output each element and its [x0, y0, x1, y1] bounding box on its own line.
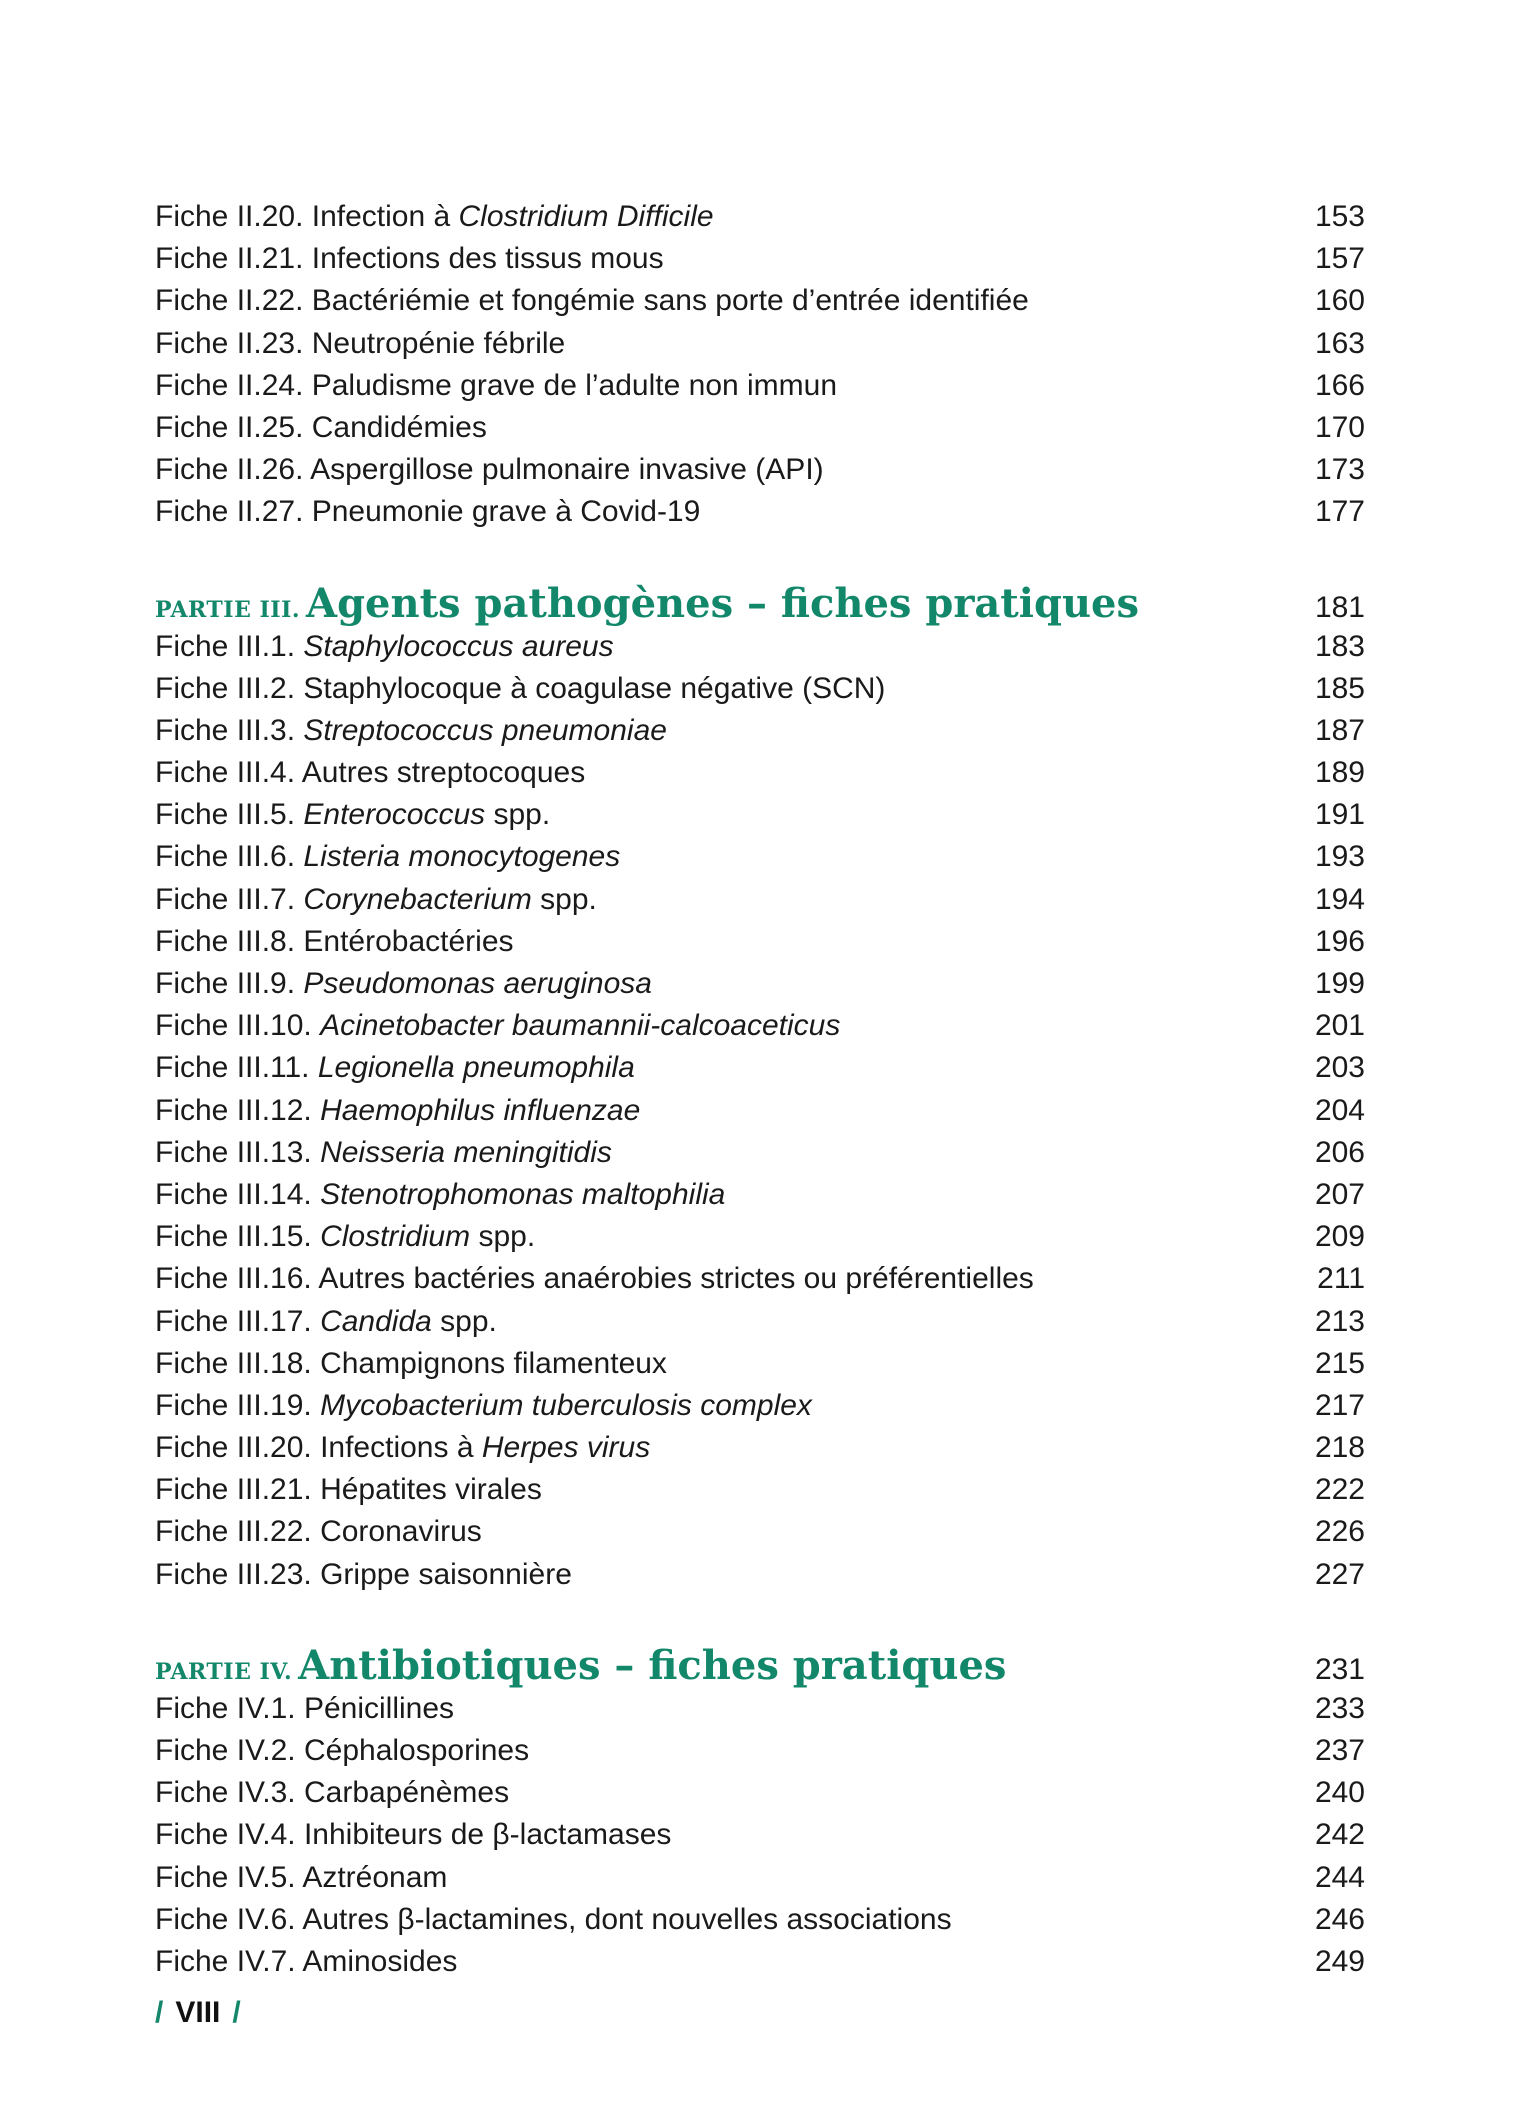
entry-title [155, 1385, 812, 1427]
entry-title [155, 1301, 497, 1343]
entry-title-text: Fiche III.1. [155, 629, 304, 663]
entry-title-text: Fiche III.9. [155, 967, 304, 1000]
page-number: 170 [1314, 410, 1365, 444]
page-number: 218 [1314, 1431, 1365, 1465]
part-title: Agents pathogènes – fiches pratiques [306, 579, 1139, 627]
entry-title [155, 1005, 840, 1047]
page-number: 231 [1314, 1652, 1365, 1686]
toc-entry[interactable] [155, 491, 1365, 533]
page-number: 166 [1314, 368, 1365, 402]
section-gap [155, 1596, 1365, 1643]
entry-title-italic: Acinetobacter baumannii-calcoaceticus [320, 1009, 841, 1043]
entry-title-text: Fiche IV.3. Carbapénèmes [155, 1776, 510, 1810]
entry-title-text: Fiche II.23. Neutropénie fébrile [155, 326, 566, 360]
entries-part-iii [155, 626, 1365, 1596]
page-number: 177 [1314, 495, 1365, 529]
entry-title-text: Fiche IV.2. Céphalosporines [155, 1734, 530, 1767]
entry-title [155, 1772, 509, 1814]
entry-title-italic: Stenotrophomonas maltophilia [320, 1177, 726, 1211]
entry-title-italic: Candida [320, 1304, 432, 1338]
entry-title-text: Fiche III.19. [155, 1388, 321, 1422]
entry-title-text: Fiche III.10. [155, 1009, 321, 1043]
entry-title-text: Fiche III.17. [155, 1304, 321, 1338]
part-iv-heading[interactable] [155, 1643, 1365, 1688]
entry-title [155, 1814, 671, 1856]
toc-entry[interactable] [155, 1301, 1365, 1343]
entry-title [155, 710, 667, 752]
page-number: 196 [1314, 924, 1365, 958]
entry-title-italic: Listeria monocytogenes [303, 840, 621, 874]
page-number: 222 [1314, 1473, 1365, 1507]
entry-title-text: Fiche IV.6. Autres β-lactamines, dont nouvelles associations [155, 1902, 952, 1936]
entry-title [155, 879, 597, 921]
page-number: 209 [1314, 1220, 1365, 1254]
entry-title [155, 1899, 952, 1941]
toc-entry[interactable] [155, 365, 1365, 407]
folio-slash-right: / [232, 1996, 241, 2029]
toc-entry[interactable] [155, 280, 1365, 322]
entry-title-text: Fiche II.20. Infection à [155, 200, 459, 233]
entry-title-text: Fiche III.20. Infections à [155, 1431, 482, 1465]
entry-title-italic: Haemophilus influenzae [320, 1093, 641, 1127]
entry-title-text: Fiche III.14. [155, 1177, 321, 1211]
page-number: 213 [1314, 1304, 1365, 1338]
toc-entry[interactable] [155, 1772, 1365, 1814]
entry-title-text: spp. [431, 1304, 497, 1338]
entry-title-text: Fiche IV.5. Aztréonam [155, 1860, 448, 1894]
entry-title [155, 1857, 447, 1899]
toc-entry[interactable] [155, 196, 1365, 238]
entry-title [155, 836, 620, 878]
toc-entry[interactable] [155, 794, 1365, 836]
toc-entry[interactable] [155, 1005, 1365, 1047]
page-number: 246 [1314, 1902, 1365, 1936]
entry-title-text: Fiche IV.7. Aminosides [155, 1944, 458, 1978]
page-number: 244 [1314, 1860, 1365, 1894]
entry-title [155, 1554, 572, 1596]
entry-title [155, 365, 837, 407]
toc-entry[interactable] [155, 1511, 1365, 1553]
page-number: 194 [1314, 882, 1365, 916]
entry-title-italic: Neisseria meningitidis [320, 1135, 612, 1169]
table-of-contents [155, 196, 1365, 1983]
toc-entry[interactable] [155, 1469, 1365, 1511]
entry-title [155, 491, 700, 533]
entries-part-ii-continued [155, 196, 1365, 534]
entry-title-text: Fiche III.12. [155, 1093, 321, 1127]
entry-title-text: spp. [470, 1220, 536, 1254]
toc-entry[interactable] [155, 1554, 1365, 1596]
page-number: 204 [1314, 1093, 1365, 1127]
toc-entry[interactable] [155, 710, 1365, 752]
page-number: 189 [1314, 756, 1365, 790]
toc-entry[interactable] [155, 1857, 1365, 1899]
entry-title [155, 626, 614, 668]
page-number: 240 [1314, 1776, 1365, 1810]
entry-title-text: Fiche II.25. Candidémies [155, 410, 487, 444]
entry-title [155, 1469, 542, 1511]
entry-title [155, 794, 550, 836]
entry-title [155, 1132, 612, 1174]
entry-title [155, 323, 565, 365]
page-number: 201 [1314, 1009, 1365, 1043]
entry-title [155, 1730, 529, 1772]
toc-entry[interactable] [155, 921, 1365, 963]
entry-title [155, 1343, 667, 1385]
entry-title-text: Fiche III.3. [155, 713, 304, 747]
toc-entry[interactable] [155, 1132, 1365, 1174]
toc-entry[interactable] [155, 1814, 1365, 1856]
entry-title-italic: Pseudomonas aeruginosa [303, 967, 652, 1000]
entry-title [155, 1688, 454, 1730]
page-number: 183 [1314, 629, 1365, 663]
page-number: 153 [1314, 200, 1365, 233]
entry-title-text: Fiche III.2. Staphylocoque à coagulase négative (SCN) [155, 671, 886, 705]
entry-title [155, 1427, 650, 1469]
part-title: Antibiotiques – fiches pratiques [298, 1641, 1007, 1689]
page-number: 233 [1314, 1691, 1365, 1725]
page-number: 203 [1314, 1051, 1365, 1085]
folio-number: VIII [175, 1996, 221, 2029]
entry-title [155, 1174, 725, 1216]
entry-title-text: Fiche II.24. Paludisme grave de l’adulte non immun [155, 368, 838, 402]
toc-entry[interactable] [155, 1174, 1365, 1216]
toc-entry[interactable] [155, 752, 1365, 794]
toc-entry[interactable] [155, 1941, 1365, 1983]
toc-entry[interactable] [155, 407, 1365, 449]
entry-title-text: Fiche III.6. [155, 840, 304, 874]
entry-title-italic: Streptococcus pneumoniae [303, 713, 667, 747]
entry-title-text: Fiche III.8. Entérobactéries [155, 924, 514, 958]
entry-title [155, 1047, 635, 1089]
page-number: 226 [1314, 1515, 1365, 1549]
entries-part-iv [155, 1688, 1365, 1983]
entry-title-text: Fiche IV.4. Inhibiteurs de β-lactamases [155, 1818, 672, 1852]
entry-title-text: Fiche III.13. [155, 1135, 321, 1169]
toc-entry[interactable] [155, 836, 1365, 878]
toc-entry[interactable] [155, 1730, 1365, 1772]
entry-title [155, 238, 664, 280]
entry-title-text: Fiche III.21. Hépatites virales [155, 1473, 542, 1507]
entry-title [155, 1941, 457, 1983]
page-number: 207 [1314, 1177, 1365, 1211]
part-prefix: PARTIE IV. [155, 1658, 293, 1685]
page-number: 217 [1314, 1388, 1365, 1422]
entry-title-italic: Legionella pneumophila [317, 1051, 635, 1085]
entry-title [155, 407, 487, 449]
entry-title-text: spp. [531, 882, 597, 916]
page-number: 157 [1314, 242, 1365, 276]
entry-title-text: Fiche IV.1. Pénicillines [155, 1691, 455, 1725]
entry-title-text: Fiche III.5. [155, 798, 304, 832]
toc-entry[interactable] [155, 449, 1365, 491]
part-iii-heading[interactable] [155, 581, 1365, 626]
page-number: 173 [1314, 453, 1365, 487]
toc-entry[interactable] [155, 1090, 1365, 1132]
toc-entry[interactable] [155, 1258, 1365, 1300]
page-number: 227 [1314, 1557, 1365, 1591]
toc-entry[interactable] [155, 1427, 1365, 1469]
page-number: 191 [1314, 798, 1365, 832]
page-number: 160 [1314, 284, 1365, 318]
entry-title-text: Fiche III.23. Grippe saisonnière [155, 1557, 572, 1591]
entry-title [155, 1216, 535, 1258]
page-number: 206 [1314, 1135, 1365, 1169]
toc-entry[interactable] [155, 1343, 1365, 1385]
page-number: 163 [1314, 326, 1365, 360]
entry-title-italic: Staphylococcus aureus [303, 629, 614, 663]
page-number: 187 [1314, 713, 1365, 747]
page-number: 211 [1317, 1262, 1365, 1296]
page-number: 193 [1314, 840, 1365, 874]
page-folio [155, 1996, 241, 2030]
page-number: 242 [1314, 1818, 1365, 1852]
entry-title-text: Fiche III.18. Champignons filamenteux [155, 1346, 667, 1380]
entry-title [155, 449, 824, 491]
page-number: 185 [1314, 671, 1365, 705]
toc-entry[interactable] [155, 1899, 1365, 1941]
page-number: 215 [1314, 1346, 1365, 1380]
entry-title [155, 280, 1029, 322]
toc-entry[interactable] [155, 1216, 1365, 1258]
section-gap [155, 534, 1365, 581]
entry-title-text: Fiche II.27. Pneumonie grave à Covid-19 [155, 495, 701, 529]
entry-title [155, 1258, 1034, 1300]
entry-title-italic: Clostridium [320, 1220, 471, 1254]
entry-title [155, 196, 714, 238]
page-number: 181 [1314, 590, 1365, 624]
entry-title [155, 752, 585, 794]
entry-title [155, 668, 885, 710]
part-prefix: PARTIE III. [155, 596, 301, 623]
page-number: 249 [1314, 1944, 1365, 1978]
toc-entry[interactable] [155, 238, 1365, 280]
entry-title [155, 921, 514, 963]
page-number: 237 [1314, 1734, 1365, 1767]
entry-title-italic: Mycobacterium tuberculosis complex [320, 1388, 812, 1422]
entry-title-text: spp. [485, 798, 551, 832]
toc-entry[interactable] [155, 668, 1365, 710]
entry-title-text: Fiche II.21. Infections des tissus mous [155, 242, 664, 276]
entry-title-italic: Herpes virus [481, 1431, 651, 1465]
entry-title [155, 1511, 482, 1553]
entry-title-text: Fiche III.16. Autres bactéries anaérobies strictes ou préférentielles [155, 1262, 1034, 1296]
entry-title-text: Fiche III.15. [155, 1220, 321, 1254]
entry-title [155, 1090, 640, 1132]
page-number: 199 [1314, 967, 1365, 1000]
entry-title-text: Fiche III.4. Autres streptocoques [155, 756, 586, 790]
entry-title-text: Fiche III.7. [155, 882, 304, 916]
entry-title-italic: Clostridium Difficile [458, 200, 714, 233]
toc-entry[interactable] [155, 1385, 1365, 1427]
entry-title-text: Fiche III.11. [155, 1051, 318, 1085]
folio-slash-left: / [155, 1996, 164, 2029]
toc-entry[interactable] [155, 1047, 1365, 1089]
toc-entry[interactable] [155, 879, 1365, 921]
entry-title-italic: Corynebacterium [303, 882, 532, 916]
toc-entry[interactable] [155, 963, 1365, 1005]
toc-entry[interactable] [155, 323, 1365, 365]
entry-title [155, 963, 652, 1005]
entry-title-text: Fiche II.26. Aspergillose pulmonaire invasive (API) [155, 453, 824, 487]
entry-title-text: Fiche III.22. Coronavirus [155, 1515, 482, 1549]
entry-title-italic: Enterococcus [303, 798, 486, 832]
entry-title-text: Fiche II.22. Bactériémie et fongémie sans porte d’entrée identifiée [155, 284, 1029, 318]
